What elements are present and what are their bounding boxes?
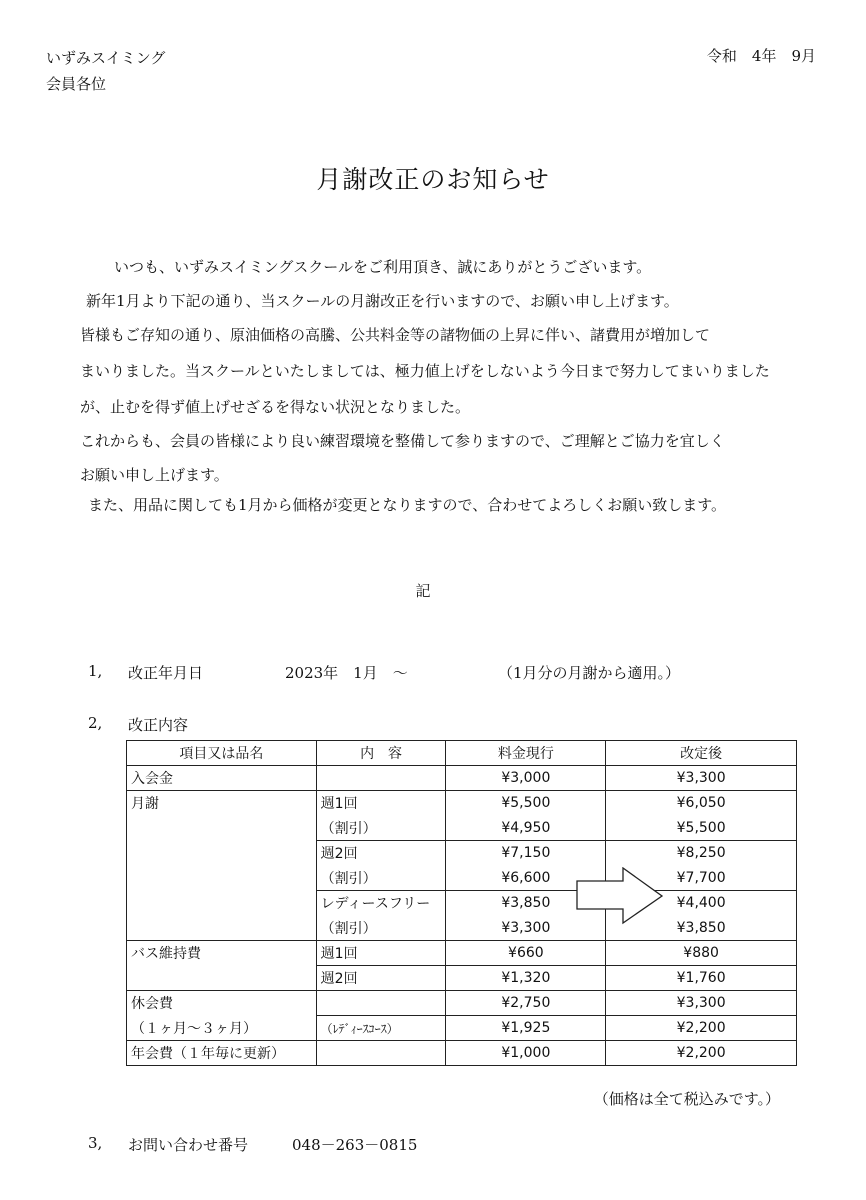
recipients: 会員各位 (46, 75, 107, 93)
cell-current: ¥1,320 (446, 966, 606, 991)
item-2-number: 2, (88, 714, 103, 732)
cell-current: ¥5,500 (446, 791, 606, 816)
cell-item: 休会費 (127, 991, 317, 1016)
ki-heading: 記 (415, 582, 431, 600)
item-1-note: （1月分の月謝から適用。） (498, 664, 681, 682)
table-row (127, 941, 797, 966)
cell-item (127, 891, 317, 916)
cell-item: 年会費（１年毎に更新） (127, 1041, 317, 1066)
cell-content: （割引） (316, 916, 446, 941)
item-3-label: お問い合わせ番号 (128, 1136, 249, 1154)
cell-content: 週1回 (316, 791, 446, 816)
issue-date: 令和 4年 9月 (706, 47, 816, 65)
cell-content: 週2回 (316, 841, 446, 866)
cell-revised: ¥4,400 (606, 891, 797, 916)
table-header-row (127, 741, 797, 766)
table-row (127, 991, 797, 1016)
table-row (127, 891, 797, 916)
organization-block (46, 45, 165, 97)
table-row (127, 841, 797, 866)
cell-revised: ¥5,500 (606, 816, 797, 841)
body-line-4: まいりました。当スクールといたしましては、極力値上げをしないよう今日まで努力してまいりました (80, 362, 770, 380)
table-row (127, 866, 797, 891)
cell-revised: ¥6,050 (606, 791, 797, 816)
revision-table (126, 740, 797, 1066)
body-line-3: 皆様もご存知の通り、原油価格の高騰、公共料金等の諸物価の上昇に伴い、諸費用が増加して (80, 326, 711, 344)
header-revised: 改定後 (606, 741, 797, 766)
cell-revised: ¥7,700 (606, 866, 797, 891)
cell-item: バス維持費 (127, 941, 317, 966)
cell-content: 週2回 (316, 966, 446, 991)
cell-revised: ¥2,200 (606, 1041, 797, 1066)
cell-content (316, 766, 446, 791)
item-3-number: 3, (88, 1134, 103, 1152)
cell-current: ¥2,750 (446, 991, 606, 1016)
cell-revised: ¥8,250 (606, 841, 797, 866)
table-row (127, 766, 797, 791)
cell-content (316, 991, 446, 1016)
cell-revised: ¥1,760 (606, 966, 797, 991)
cell-item (127, 866, 317, 891)
table-row (127, 1041, 797, 1066)
cell-current: ¥4,950 (446, 816, 606, 841)
header-item: 項目又は品名 (127, 741, 317, 766)
table-row (127, 916, 797, 941)
cell-current: ¥3,850 (446, 891, 606, 916)
cell-current: ¥7,150 (446, 841, 606, 866)
item-1-label: 改正年月日 (128, 664, 204, 682)
cell-current: ¥660 (446, 941, 606, 966)
cell-content: （割引） (316, 816, 446, 841)
body-line-8: また、用品に関しても1月から価格が変更となりますので、合わせてよろしくお願い致します。 (88, 496, 727, 514)
cell-content: レディースフリー (316, 891, 446, 916)
header-content: 内 容 (316, 741, 446, 766)
cell-current: ¥6,600 (446, 866, 606, 891)
cell-item (127, 966, 317, 991)
item-2-label: 改正内容 (128, 716, 189, 734)
cell-current: ¥1,000 (446, 1041, 606, 1066)
cell-item: 月謝 (127, 791, 317, 816)
cell-current: ¥1,925 (446, 1016, 606, 1041)
body-line-5: が、止むを得ず値上げせざるを得ない状況となりました。 (80, 398, 471, 416)
cell-content: （割引） (316, 866, 446, 891)
cell-item: 入会金 (127, 766, 317, 791)
item-1-number: 1, (88, 662, 103, 680)
right-arrow-icon (576, 867, 664, 925)
table-row (127, 1016, 797, 1041)
cell-revised: ¥3,300 (606, 991, 797, 1016)
tax-note: （価格は全て税込みです。） (593, 1090, 780, 1108)
body-line-6: これからも、会員の皆様により良い練習環境を整備して参りますので、ご理解とご協力を宜しく (80, 432, 725, 450)
cell-content (316, 1041, 446, 1066)
body-line-1: いつも、いずみスイミングスクールをご利用頂き、誠にありがとうございます。 (114, 258, 652, 276)
contact-phone: 048－263－0815 (292, 1136, 418, 1154)
cell-revised: ¥3,300 (606, 766, 797, 791)
organization-name: いずみスイミング (46, 49, 166, 67)
table-row (127, 791, 797, 816)
cell-content: 週1回 (316, 941, 446, 966)
cell-item: （１ヶ月～３ヶ月） (127, 1016, 317, 1041)
cell-revised: ¥3,850 (606, 916, 797, 941)
cell-revised: ¥2,200 (606, 1016, 797, 1041)
page-title: 月謝改正のお知らせ (316, 165, 550, 194)
cell-item (127, 916, 317, 941)
cell-item (127, 816, 317, 841)
cell-current: ¥3,300 (446, 916, 606, 941)
table-row (127, 816, 797, 841)
body-line-7: お願い申し上げます。 (80, 466, 229, 484)
cell-current: ¥3,000 (446, 766, 606, 791)
header-current: 料金現行 (446, 741, 606, 766)
cell-revised: ¥880 (606, 941, 797, 966)
table-row (127, 966, 797, 991)
cell-item (127, 841, 317, 866)
cell-content: （ﾚﾃﾞｨｰｽｺｰｽ） (316, 1016, 446, 1041)
body-line-2: 新年1月より下記の通り、当スクールの月謝改正を行いますので、お願い申し上げます。 (86, 292, 679, 310)
item-1-value: 2023年 1月 ～ (285, 664, 408, 682)
